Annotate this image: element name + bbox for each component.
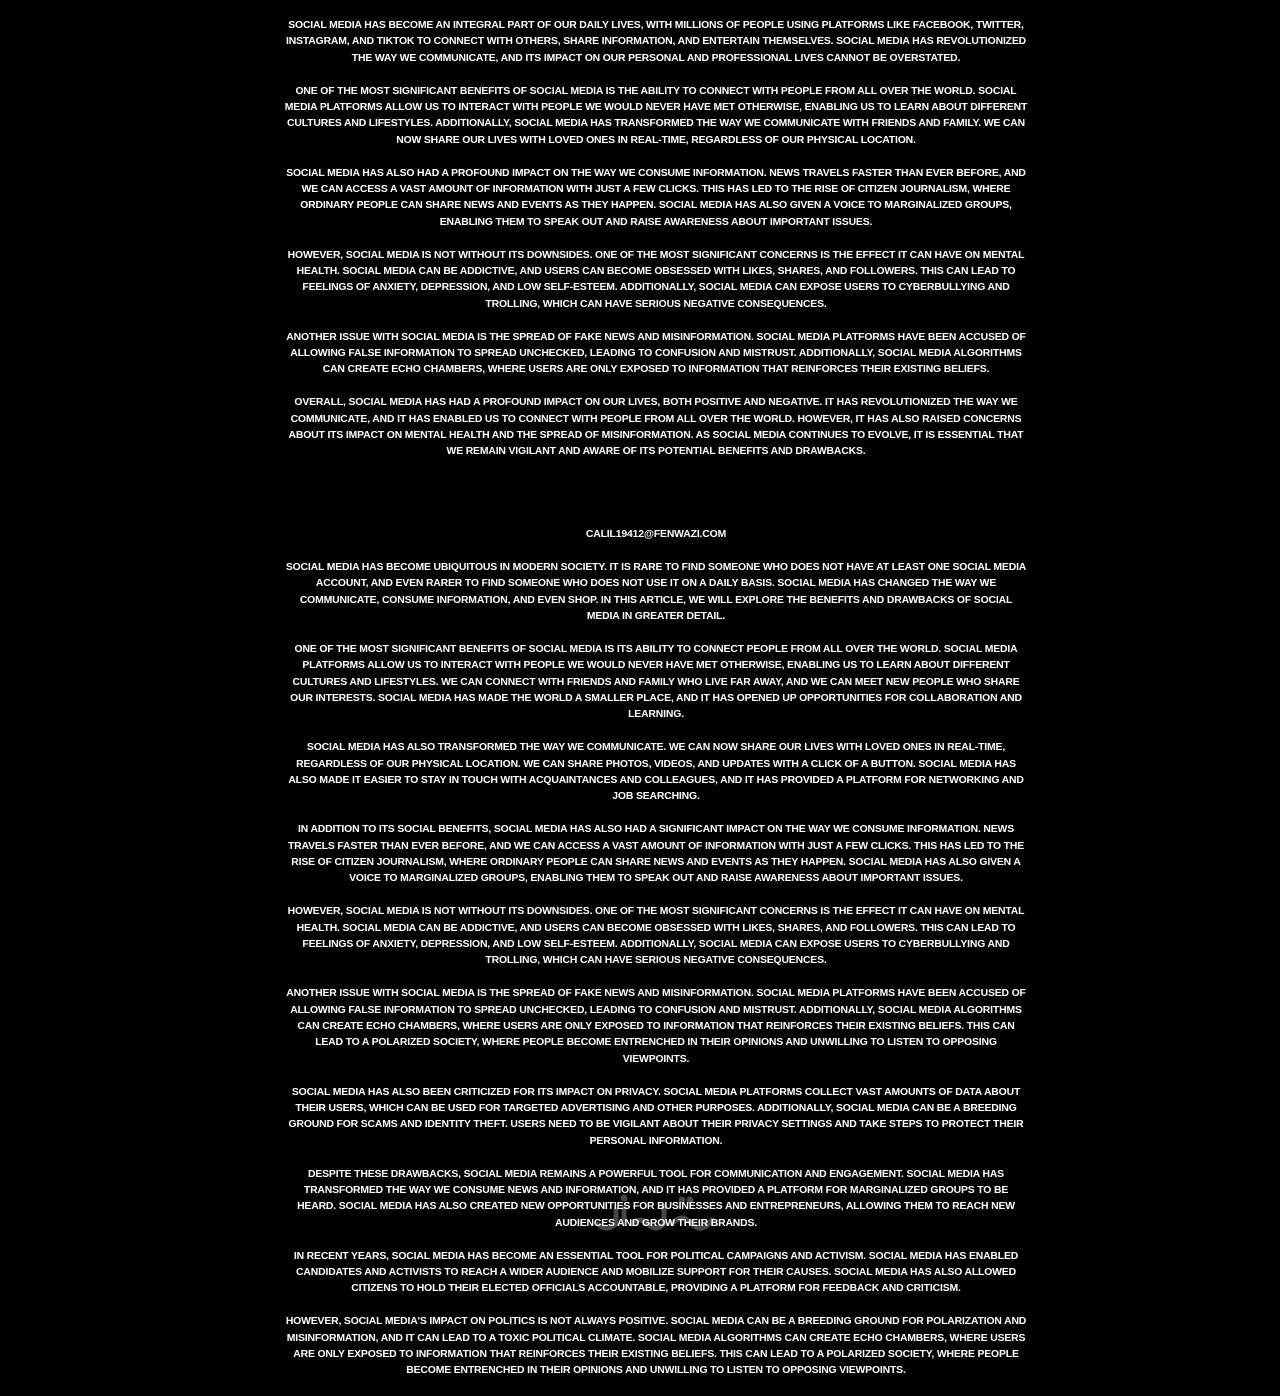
paragraph: SOCIAL MEDIA HAS ALSO HAD A PROFOUND IMPACT ON THE WAY WE CONSUME INFORMATION. NEWS TRAVELS FASTER THAN EVER BEFORE, AND WE CAN ACCESS A VAST AMOUNT OF INFORMATION WITH JUST A FEW CLICKS. THIS HAS LED TO THE RISE OF CITIZEN JOURNALISM, WHERE ORDINARY PEOPLE CAN SHARE NEWS AND EVENTS AS THEY HAPPEN. SOCIAL MEDIA HAS ALSO GIVEN A VOICE TO MARGINALIZED GROUPS, ENABLING THEM TO SPEAK OUT AND RAISE AWARENESS ABOUT IMPORTANT ISSUES. xyxy=(286,167,1026,228)
document-page xyxy=(284,18,1028,1396)
paragraph: HOWEVER, SOCIAL MEDIA IS NOT WITHOUT ITS DOWNSIDES. ONE OF THE MOST SIGNIFICANT CONCERNS IS THE EFFECT IT CAN HAVE ON MENTAL HEALTH. SOCIAL MEDIA CAN BE ADDICTIVE, AND USERS CAN BECOME OBSESSED WITH LIKES, SHARES, AND FOLLOWERS. THIS CAN LEAD TO FEELINGS OF ANXIETY, DEPRESSION, AND LOW SELF-ESTEEM. ADDITIONALLY, SOCIAL MEDIA CAN EXPOSE USERS TO CYBERBULLYING AND TROLLING, WHICH CAN HAVE SERIOUS NEGATIVE CONSEQUENCES. xyxy=(287,249,1025,310)
paragraph: ONE OF THE MOST SIGNIFICANT BENEFITS OF SOCIAL MEDIA IS ITS ABILITY TO CONNECT PEOPLE FROM ALL OVER THE WORLD. SOCIAL MEDIA PLATFORMS ALLOW US TO INTERACT WITH PEOPLE WE WOULD NEVER HAVE MET OTHERWISE, ENABLING US TO LEARN ABOUT DIFFERENT CULTURES AND LIFESTYLES. WE CAN CONNECT WITH FRIENDS AND FAMILY WHO LIVE FAR AWAY, AND WE CAN MEET NEW PEOPLE WHO SHARE OUR INTERESTS. SOCIAL MEDIA HAS MADE THE WORLD A SMALLER PLACE, AND IT HAS OPENED UP OPPORTUNITIES FOR COLLABORATION AND LEARNING. xyxy=(290,643,1022,721)
article-section-one xyxy=(284,18,1028,461)
paragraph: ANOTHER ISSUE WITH SOCIAL MEDIA IS THE SPREAD OF FAKE NEWS AND MISINFORMATION. SOCIAL MEDIA PLATFORMS HAVE BEEN ACCUSED OF ALLOWING FALSE INFORMATION TO SPREAD UNCHECKED, LEADING TO CONFUSION AND MISTRUST. ADDITIONALLY, SOCIAL MEDIA ALGORITHMS CAN CREATE ECHO CHAMBERS, WHERE USERS ARE ONLY EXPOSED TO INFORMATION THAT REINFORCES THEIR EXISTING BELIEFS. THIS CAN LEAD TO A POLARIZED SOCIETY, WHERE PEOPLE BECOME ENTRENCHED IN THEIR OPINIONS AND UNWILLING TO LISTEN TO OPPOSING VIEWPOINTS. xyxy=(286,988,1026,1065)
paragraph: HOWEVER, SOCIAL MEDIA'S IMPACT ON POLITICS IS NOT ALWAYS POSITIVE. SOCIAL MEDIA CAN BE A BREEDING GROUND FOR POLARIZATION AND MISINFORMATION, AND IT CAN LEAD TO A TOXIC POLITICAL CLIMATE. SOCIAL MEDIA ALGORITHMS CAN CREATE ECHO CHAMBERS, WHERE USERS ARE ONLY EXPOSED TO INFORMATION THAT REINFORCES THEIR EXISTING BELIEFS. THIS CAN LEAD TO A POLARIZED SOCIETY, WHERE PEOPLE BECOME ENTRENCHED IN THEIR OPINIONS AND UNWILLING TO LISTEN TO OPPOSING VIEWPOINTS. xyxy=(285,1316,1027,1377)
paragraph: ONE OF THE MOST SIGNIFICANT BENEFITS OF SOCIAL MEDIA IS THE ABILITY TO CONNECT WITH PEOPLE FROM ALL OVER THE WORLD. SOCIAL MEDIA PLATFORMS ALLOW US TO INTERACT WITH PEOPLE WE WOULD NEVER HAVE MET OTHERWISE, ENABLING US TO LEARN ABOUT DIFFERENT CULTURES AND LIFESTYLES. ADDITIONALLY, SOCIAL MEDIA HAS TRANSFORMED THE WAY WE COMMUNICATE WITH FRIENDS AND FAMILY. WE CAN NOW SHARE OUR LIVES WITH LOVED ONES IN REAL-TIME, REGARDLESS OF OUR PHYSICAL LOCATION. xyxy=(284,85,1028,146)
paragraph: SOCIAL MEDIA HAS ALSO BEEN CRITICIZED FOR ITS IMPACT ON PRIVACY. SOCIAL MEDIA PLATFORMS COLLECT VAST AMOUNTS OF DATA ABOUT THEIR USERS, WHICH CAN BE USED FOR TARGETED ADVERTISING AND OTHER PURPOSES. ADDITIONALLY, SOCIAL MEDIA CAN BE A BREEDING GROUND FOR SCAMS AND IDENTITY THEFT. USERS NEED TO BE VIGILANT ABOUT THEIR PRIVACY SETTINGS AND TAKE STEPS TO PROTECT THEIR PERSONAL INFORMATION. xyxy=(288,1086,1024,1147)
paragraph: SOCIAL MEDIA HAS BECOME AN INTEGRAL PART OF OUR DAILY LIVES, WITH MILLIONS OF PEOPLE USING PLATFORMS LIKE FACEBOOK, TWITTER, INSTAGRAM, AND TIKTOK TO CONNECT WITH OTHERS, SHARE INFORMATION, AND ENTERTAIN THEMSELVES. SOCIAL MEDIA HAS REVOLUTIONIZED THE WAY WE COMMUNICATE, AND ITS IMPACT ON OUR PERSONAL AND PROFESSIONAL LIVES CANNOT BE OVERSTATED. xyxy=(285,20,1027,64)
article-section-two xyxy=(284,560,1028,1380)
paragraph: HOWEVER, SOCIAL MEDIA IS NOT WITHOUT ITS DOWNSIDES. ONE OF THE MOST SIGNIFICANT CONCERNS IS THE EFFECT IT CAN HAVE ON MENTAL HEALTH. SOCIAL MEDIA CAN BE ADDICTIVE, AND USERS CAN BECOME OBSESSED WITH LIKES, SHARES, AND FOLLOWERS. THIS CAN LEAD TO FEELINGS OF ANXIETY, DEPRESSION, AND LOW SELF-ESTEEM. ADDITIONALLY, SOCIAL MEDIA CAN EXPOSE USERS TO CYBERBULLYING AND TROLLING, WHICH CAN HAVE SERIOUS NEGATIVE CONSEQUENCES. xyxy=(287,906,1025,967)
paragraph: IN RECENT YEARS, SOCIAL MEDIA HAS BECOME AN ESSENTIAL TOOL FOR POLITICAL CAMPAIGNS AND ACTIVISM. SOCIAL MEDIA HAS ENABLED CANDIDATES AND ACTIVISTS TO REACH A WIDER AUDIENCE AND MOBILIZE SUPPORT FOR THEIR CAUSES. SOCIAL MEDIA HAS ALSO ALLOWED CITIZENS TO HOLD THEIR ELECTED OFFICIALS ACCOUNTABLE, PROVIDING A PLATFORM FOR FEEDBACK AND CRITICISM. xyxy=(293,1250,1019,1295)
paragraph: SOCIAL MEDIA HAS BECOME UBIQUITOUS IN MODERN SOCIETY. IT IS RARE TO FIND SOMEONE WHO DOES NOT HAVE AT LEAST ONE SOCIAL MEDIA ACCOUNT, AND EVEN RARER TO FIND SOMEONE WHO DOES NOT USE IT ON A DAILY BASIS. SOCIAL MEDIA HAS CHANGED THE WAY WE COMMUNICATE, CONSUME INFORMATION, AND EVEN SHOP. IN THIS ARTICLE, WE WILL EXPLORE THE BENEFITS AND DRAWBACKS OF SOCIAL MEDIA IN GREATER DETAIL. xyxy=(285,561,1027,622)
paragraph: OVERALL, SOCIAL MEDIA HAS HAD A PROFOUND IMPACT ON OUR LIVES, BOTH POSITIVE AND NEGATIVE. IT HAS REVOLUTIONIZED THE WAY WE COMMUNICATE, AND IT HAS ENABLED US TO CONNECT WITH PEOPLE FROM ALL OVER THE WORLD. HOWEVER, IT HAS ALSO RAISED CONCERNS ABOUT ITS IMPACT ON MENTAL HEALTH AND THE SPREAD OF MISINFORMATION. AS SOCIAL MEDIA CONTINUES TO EVOLVE, IT IS ESSENTIAL THAT WE REMAIN VIGILANT AND AWARE OF ITS POTENTIAL BENEFITS AND DRAWBACKS. xyxy=(288,397,1024,458)
paragraph: SOCIAL MEDIA HAS ALSO TRANSFORMED THE WAY WE COMMUNICATE. WE CAN NOW SHARE OUR LIVES WITH LOVED ONES IN REAL-TIME, REGARDLESS OF OUR PHYSICAL LOCATION. WE CAN SHARE PHOTOS, VIDEOS, AND UPDATES WITH A CLICK OF A BUTTON. SOCIAL MEDIA HAS ALSO MADE IT EASIER TO STAY IN TOUCH WITH ACQUAINTANCES AND COLLEAGUES, AND IT HAS PROVIDED A PLATFORM FOR NETWORKING AND JOB SEARCHING. xyxy=(288,742,1024,803)
paragraph: DESPITE THESE DRAWBACKS, SOCIAL MEDIA REMAINS A POWERFUL TOOL FOR COMMUNICATION AND ENGAGEMENT. SOCIAL MEDIA HAS TRANSFORMED THE WAY WE CONSUME NEWS AND INFORMATION, AND IT HAS PROVIDED A PLATFORM FOR MARGINALIZED GROUPS TO BE HEARD. SOCIAL MEDIA HAS ALSO CREATED NEW OPPORTUNITIES FOR BUSINESSES AND ENTREPRENEURS, ALLOWING THEM TO REACH NEW AUDIENCES AND GROW THEIR BRANDS. xyxy=(297,1168,1015,1229)
paragraph: IN ADDITION TO ITS SOCIAL BENEFITS, SOCIAL MEDIA HAS ALSO HAD A SIGNIFICANT IMPACT ON THE WAY WE CONSUME INFORMATION. NEWS TRAVELS FASTER THAN EVER BEFORE, AND WE CAN ACCESS A VAST AMOUNT OF INFORMATION WITH JUST A FEW CLICKS. THIS HAS LED TO THE RISE OF CITIZEN JOURNALISM, WHERE ORDINARY PEOPLE CAN SHARE NEWS AND EVENTS AS THEY HAPPEN. SOCIAL MEDIA HAS ALSO GIVEN A VOICE TO MARGINALIZED GROUPS, ENABLING THEM TO SPEAK OUT AND RAISE AWARENESS ABOUT IMPORTANT ISSUES. xyxy=(287,824,1025,885)
email-address: CALIL19412@FENWAZI.COM xyxy=(585,528,727,540)
paragraph: ANOTHER ISSUE WITH SOCIAL MEDIA IS THE SPREAD OF FAKE NEWS AND MISINFORMATION. SOCIAL MEDIA PLATFORMS HAVE BEEN ACCUSED OF ALLOWING FALSE INFORMATION TO SPREAD UNCHECKED, LEADING TO CONFUSION AND MISTRUST. ADDITIONALLY, SOCIAL MEDIA ALGORITHMS CAN CREATE ECHO CHAMBERS, WHERE USERS ARE ONLY EXPOSED TO INFORMATION THAT REINFORCES THEIR EXISTING BELIEFS. xyxy=(286,331,1026,376)
